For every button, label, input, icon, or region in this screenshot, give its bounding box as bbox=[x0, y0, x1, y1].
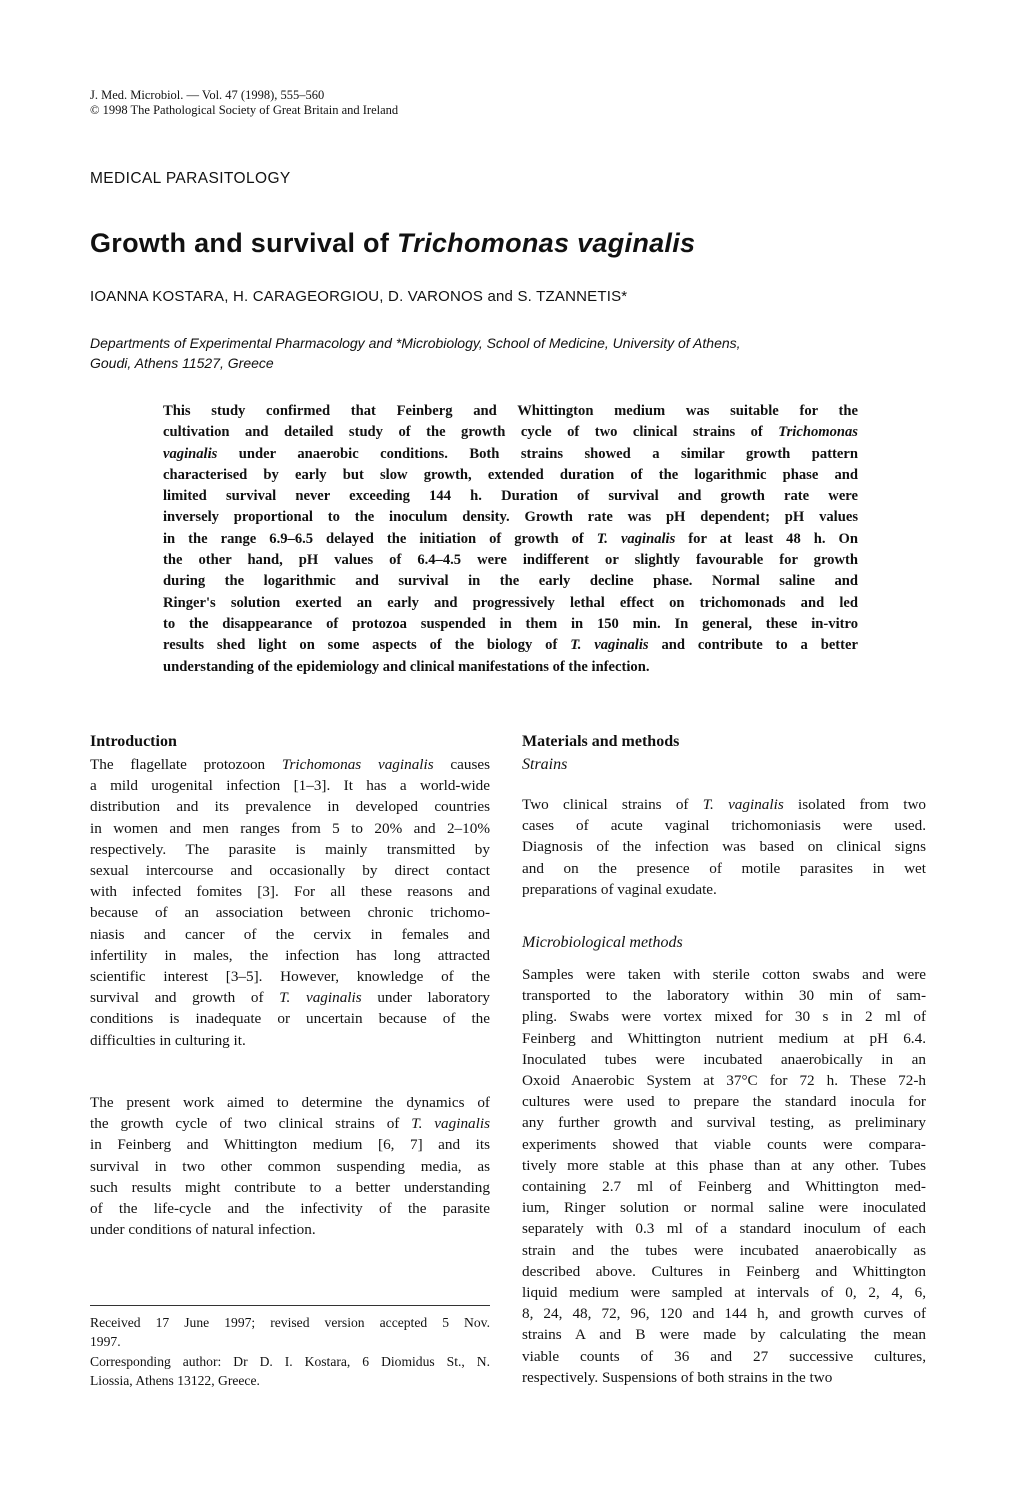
text-line bbox=[90, 881, 490, 902]
text-segment: liquid medium were sampled at intervals of 0, 2, 4, 6, bbox=[522, 1284, 926, 1302]
text-segment: distribution and its prevalence in developed countries bbox=[90, 798, 490, 816]
text-line bbox=[90, 839, 490, 860]
affiliation-line: Goudi, Athens 11527, Greece bbox=[90, 355, 274, 371]
text-segment: Liossia, Athens 13122, Greece. bbox=[90, 1372, 260, 1388]
text-segment: tively more stable at this phase than at any other. Tubes bbox=[522, 1156, 926, 1174]
text-line bbox=[163, 486, 858, 507]
text-line bbox=[522, 794, 926, 815]
section-label: MEDICAL PARASITOLOGY bbox=[90, 170, 291, 187]
text-segment: 1997. bbox=[90, 1334, 121, 1350]
italic-text: T. vaginalis bbox=[411, 1115, 490, 1133]
italic-text: T. vaginalis bbox=[279, 989, 362, 1007]
article-title bbox=[90, 228, 695, 259]
text-line bbox=[522, 836, 926, 857]
text-segment: and contribute to a better bbox=[648, 637, 858, 654]
text-segment: preparations of vaginal exudate. bbox=[522, 880, 717, 898]
text-line bbox=[90, 754, 490, 775]
text-line bbox=[90, 1008, 490, 1029]
text-line bbox=[90, 902, 490, 923]
text-line bbox=[163, 571, 858, 592]
text-line bbox=[163, 465, 858, 486]
text-segment: limited survival never exceeding 144 h. Duration of survival and growth rate were bbox=[163, 488, 858, 505]
text-line bbox=[522, 1112, 926, 1133]
text-segment: Two clinical strains of bbox=[522, 796, 703, 813]
text-segment: such results might contribute to a better understanding bbox=[90, 1178, 490, 1196]
text-line bbox=[522, 1282, 926, 1303]
text-line bbox=[90, 1313, 490, 1332]
text-segment: separately with 0.3 ml of a standard inoculum of each bbox=[522, 1220, 926, 1238]
copyright-line: © 1998 The Pathological Society of Great Britain and Ireland bbox=[90, 103, 399, 117]
title-italic: Trichomonas vaginalis bbox=[396, 228, 696, 258]
affiliation bbox=[90, 333, 940, 373]
text-segment: under conditions of natural infection. bbox=[90, 1221, 316, 1239]
text-line bbox=[90, 775, 490, 796]
text-segment: viable counts of 36 and 27 successive cultures, bbox=[522, 1347, 926, 1365]
text-line bbox=[522, 1261, 926, 1282]
text-segment: infertility in males, the infection has long attracted bbox=[90, 946, 490, 964]
text-segment: ium, Ringer solution or normal saline were inoculated bbox=[522, 1199, 926, 1217]
text-line bbox=[522, 985, 926, 1006]
text-line bbox=[163, 422, 858, 443]
italic-text: T. vaginalis bbox=[570, 637, 649, 654]
text-line bbox=[522, 1367, 926, 1388]
text-line bbox=[90, 1198, 490, 1219]
text-line bbox=[90, 1332, 490, 1351]
text-segment: for at least 48 h. On bbox=[675, 530, 858, 547]
text-segment: survival in two other common suspending media, as bbox=[90, 1157, 490, 1175]
text-segment: Feinberg and Whittington nutrient medium at pH 6.4. bbox=[522, 1029, 926, 1047]
text-line bbox=[90, 924, 490, 945]
text-line bbox=[90, 1156, 490, 1177]
text-line bbox=[522, 1303, 926, 1324]
text-segment: of the life-cycle and the infectivity of the parasite bbox=[90, 1200, 490, 1218]
microbiological-methods-subheading: Microbiological methods bbox=[522, 934, 683, 951]
text-line bbox=[90, 1092, 490, 1113]
text-segment: to the disappearance of protozoa suspended in them in 150 min. In general, these in-vitro bbox=[163, 615, 858, 632]
text-segment: strains A and B were made by calculating the mean bbox=[522, 1326, 926, 1344]
text-segment: This study confirmed that Feinberg and Whittington medium was suitable for the bbox=[163, 403, 858, 419]
text-segment: Received 17 June 1997; revised version accepted 5 Nov. bbox=[90, 1315, 490, 1330]
strains-paragraph bbox=[522, 794, 926, 900]
title-plain: Growth and survival of bbox=[90, 228, 397, 258]
text-segment: cultivation and detailed study of the growth cycle of two clinical strains of bbox=[163, 424, 779, 441]
text-segment: cultures were used to prepare the standard inocula for bbox=[522, 1093, 926, 1111]
text-line bbox=[90, 1134, 490, 1155]
italic-text: Trichomonas bbox=[778, 424, 858, 441]
text-segment: containing 2.7 ml of Feinberg and Whittington med- bbox=[522, 1178, 926, 1196]
text-segment: any further growth and survival testing, as preliminary bbox=[522, 1114, 926, 1132]
text-segment: The flagellate protozoon bbox=[90, 756, 282, 773]
text-segment: strain and the tubes were incubated anaerobically as bbox=[522, 1241, 926, 1259]
introduction-paragraph-2 bbox=[90, 1092, 490, 1240]
text-line bbox=[163, 507, 858, 528]
italic-text: Trichomonas vaginalis bbox=[281, 756, 434, 773]
text-segment: 8, 24, 48, 72, 96, 120 and 144 h, and growth curves of bbox=[522, 1305, 926, 1323]
text-segment: causes bbox=[433, 756, 491, 773]
text-segment: under laboratory bbox=[361, 989, 490, 1007]
text-line bbox=[90, 966, 490, 987]
text-line bbox=[163, 635, 858, 656]
text-line bbox=[522, 1324, 926, 1345]
text-line bbox=[90, 1352, 490, 1371]
text-line bbox=[163, 401, 858, 422]
italic-text: vaginalis bbox=[163, 445, 218, 462]
text-line bbox=[90, 1030, 490, 1051]
italic-text: T. vaginalis bbox=[596, 530, 676, 547]
text-segment: Corresponding author: Dr D. I. Kostara, 6 Diomidus St., N. bbox=[90, 1353, 490, 1369]
text-line bbox=[163, 550, 858, 571]
text-segment: in Feinberg and Whittington medium [6, 7] and its bbox=[90, 1136, 490, 1154]
footnote-rule bbox=[90, 1305, 490, 1306]
text-segment: The present work aimed to determine the dynamics of bbox=[90, 1094, 490, 1111]
text-line bbox=[522, 1155, 926, 1176]
journal-citation: J. Med. Microbiol. — Vol. 47 (1998), 555–560 bbox=[90, 88, 325, 102]
text-line bbox=[163, 444, 858, 465]
text-line bbox=[522, 1006, 926, 1027]
text-line bbox=[522, 1028, 926, 1049]
footnote bbox=[90, 1313, 490, 1390]
text-segment: the other hand, pH values of 6.4–4.5 were indifferent or slightly favourable for growth bbox=[163, 552, 858, 569]
strains-subheading: Strains bbox=[522, 756, 568, 773]
text-segment: during the logarithmic and survival in the early decline phase. Normal saline and bbox=[163, 573, 858, 590]
text-segment: inversely proportional to the inoculum density. Growth rate was pH dependent; pH values bbox=[163, 509, 858, 526]
text-segment: difficulties in culturing it. bbox=[90, 1031, 246, 1049]
text-segment: and on the presence of motile parasites in wet bbox=[522, 859, 926, 877]
text-line bbox=[522, 1049, 926, 1070]
text-segment: experiments showed that viable counts were compara- bbox=[522, 1135, 926, 1153]
text-segment: understanding of the epidemiology and clinical manifestations of the infection. bbox=[163, 658, 650, 675]
text-segment: with infected fomites [3]. For all these reasons and bbox=[90, 883, 490, 901]
text-line bbox=[90, 860, 490, 881]
text-segment: respectively. Suspensions of both strains in the two bbox=[522, 1368, 833, 1386]
text-segment: results shed light on some aspects of the biology of bbox=[163, 637, 571, 654]
text-line bbox=[522, 1218, 926, 1239]
text-line bbox=[163, 593, 858, 614]
abstract bbox=[163, 401, 858, 678]
text-line bbox=[522, 1346, 926, 1367]
text-line bbox=[522, 964, 926, 985]
text-segment: sexual intercourse and occasionally by direct contact bbox=[90, 862, 490, 880]
text-line bbox=[90, 796, 490, 817]
text-line bbox=[522, 815, 926, 836]
text-line bbox=[90, 945, 490, 966]
text-line bbox=[90, 818, 490, 839]
text-segment: a mild urogenital infection [1–3]. It has a world-wide bbox=[90, 777, 490, 795]
text-line bbox=[522, 1240, 926, 1261]
text-segment: in women and men ranges from 5 to 20% and 2–10% bbox=[90, 819, 490, 837]
authors: IOANNA KOSTARA, H. CARAGEORGIOU, D. VARONOS and S. TZANNETIS* bbox=[90, 288, 628, 305]
text-segment: the growth cycle of two clinical strains of bbox=[90, 1115, 412, 1133]
text-segment: survival and growth of bbox=[90, 989, 280, 1007]
text-line bbox=[522, 1176, 926, 1197]
text-segment: scientific interest [3–5]. However, knowledge of the bbox=[90, 968, 490, 986]
text-segment: Diagnosis of the infection was based on clinical signs bbox=[522, 838, 926, 856]
text-line bbox=[522, 1091, 926, 1112]
text-line bbox=[90, 987, 490, 1008]
methods-heading: Materials and methods bbox=[522, 733, 680, 750]
text-line bbox=[90, 1113, 490, 1134]
introduction-paragraph-1 bbox=[90, 754, 490, 1051]
affiliation-line: Departments of Experimental Pharmacology and *Microbiology, School of Medicine, University of Athens, bbox=[90, 335, 741, 351]
text-line bbox=[163, 529, 858, 550]
text-line bbox=[163, 614, 858, 635]
text-segment: described above. Cultures in Feinberg and Whittington bbox=[522, 1262, 926, 1280]
text-line bbox=[90, 1371, 490, 1390]
text-segment: characterised by early but slow growth, extended duration of the logarithmic phase and bbox=[163, 466, 858, 483]
text-line bbox=[522, 879, 926, 900]
text-segment: cases of acute vaginal trichomoniasis were used. bbox=[522, 817, 926, 835]
text-line bbox=[522, 1197, 926, 1218]
text-segment: respectively. The parasite is mainly transmitted by bbox=[90, 840, 490, 858]
text-segment: transported to the laboratory within 30 min of sam- bbox=[522, 987, 926, 1005]
introduction-heading: Introduction bbox=[90, 733, 177, 750]
text-line bbox=[90, 1219, 490, 1240]
text-line bbox=[522, 1070, 926, 1091]
text-segment: in the range 6.9–6.5 delayed the initiation of growth of bbox=[163, 530, 597, 547]
text-segment: Oxoid Anaerobic System at 37°C for 72 h. These 72-h bbox=[522, 1072, 926, 1090]
text-segment: Ringer's solution exerted an early and progressively lethal effect on trichomonads and led bbox=[163, 594, 858, 611]
text-segment: Samples were taken with sterile cotton swabs and were bbox=[522, 966, 926, 983]
text-segment: Inoculated tubes were incubated anaerobically in an bbox=[522, 1050, 926, 1068]
text-segment: because of an association between chronic trichomo- bbox=[90, 904, 490, 922]
text-segment: conditions is inadequate or uncertain because of the bbox=[90, 1010, 490, 1028]
text-segment: under anaerobic conditions. Both strains showed a similar growth pattern bbox=[217, 445, 858, 462]
italic-text: T. vaginalis bbox=[702, 796, 784, 813]
microbiological-methods-paragraph bbox=[522, 964, 926, 1388]
text-line bbox=[522, 1134, 926, 1155]
text-segment: isolated from two bbox=[783, 796, 927, 813]
text-line bbox=[522, 858, 926, 879]
text-segment: niasis and cancer of the cervix in females and bbox=[90, 925, 490, 943]
text-line bbox=[163, 657, 858, 678]
text-line bbox=[90, 1177, 490, 1198]
text-segment: pling. Swabs were vortex mixed for 30 s in 2 ml of bbox=[522, 1008, 926, 1026]
